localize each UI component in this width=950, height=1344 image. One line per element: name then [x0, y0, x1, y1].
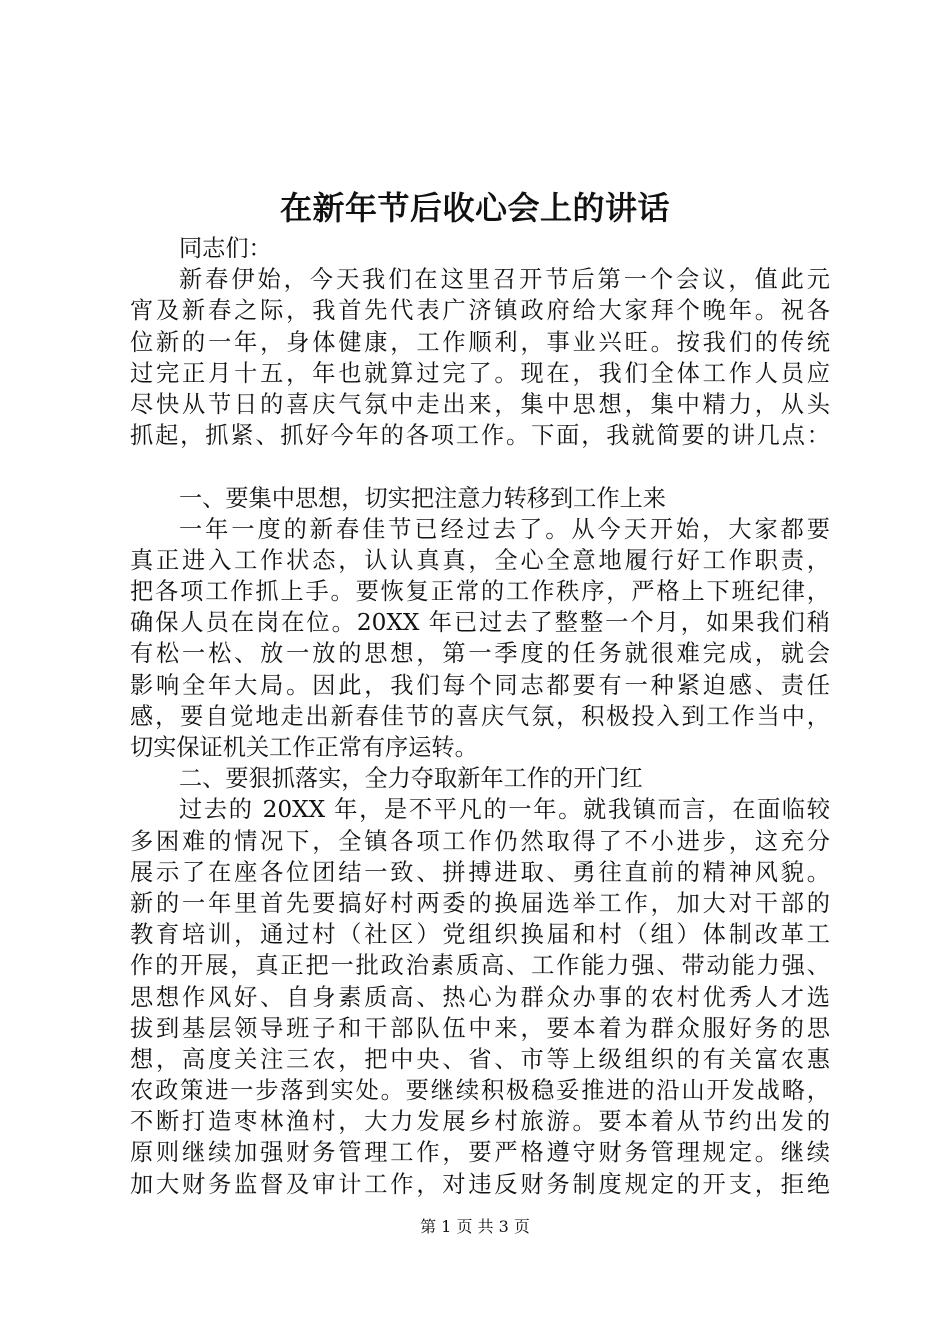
paragraph-line: 新的一年里首先要搞好村两委的换届选举工作，加大对干部的: [130, 889, 830, 917]
paragraph-line: 拔到基层领导班子和干部队伍中来，要本着为群众服好务的思: [130, 1014, 830, 1042]
blank-line: [130, 451, 830, 482]
paragraph-line: 影响全年大局。因此，我们每个同志都要有一种紧迫感、责任: [130, 671, 830, 699]
paragraph-line: 作的开展，真正把一批政治素质高、工作能力强、带动能力强、: [130, 952, 830, 980]
paragraph-line: 过完正月十五，年也就算过完了。现在，我们全体工作人员应: [130, 359, 830, 387]
paragraph-line: 过去的 20XX 年，是不平凡的一年。就我镇而言，在面临较: [179, 796, 830, 824]
page-title: 在新年节后收心会上的讲话: [279, 189, 670, 227]
paragraph-line: 抓起，抓紧、抓好今年的各项工作。下面，我就简要的讲几点：: [130, 422, 830, 450]
paragraph-line: 不断打造枣林渔村，大力发展乡村旅游。要本着从节约出发的: [130, 1108, 830, 1136]
section-heading: 一、要集中思想，切实把注意力转移到工作上来: [179, 484, 666, 512]
paragraph-line: 尽快从节日的喜庆气氛中走出来，集中思想，集中精力，从头: [130, 390, 830, 418]
paragraph-line: 位新的一年，身体健康，工作顺利，事业兴旺。按我们的传统: [130, 328, 830, 356]
paragraph-line: 感，要自觉地走出新春佳节的喜庆气氛，积极投入到工作当中，: [130, 702, 830, 730]
paragraph-line: 一年一度的新春佳节已经过去了。从今天开始，大家都要: [179, 515, 830, 543]
paragraph-line: 宵及新春之际，我首先代表广济镇政府给大家拜个晚年。祝各: [130, 297, 830, 325]
paragraph-line: 加大财务监督及审计工作，对违反财务制度规定的开支，拒绝: [130, 1170, 830, 1198]
salutation: 同志们：: [179, 235, 272, 262]
paragraph-line: 原则继续加强财务管理工作，要严格遵守财务管理规定。继续: [130, 1139, 830, 1167]
paragraph-line: 想，高度关注三农，把中央、省、市等上级组织的有关富农惠: [130, 1045, 830, 1073]
paragraph-line: 确保人员在岗在位。20XX 年已过去了整整一个月，如果我们稍: [130, 609, 830, 637]
document-body: [130, 233, 830, 1200]
paragraph-line: 有松一松、放一放的思想，第一季度的任务就很难完成，就会: [130, 640, 830, 668]
paragraph-line: 思想作风好、自身素质高、热心为群众办事的农村优秀人才选: [130, 983, 830, 1011]
paragraph-line: 展示了在座各位团结一致、拼搏进取、勇往直前的精神风貌。: [130, 858, 830, 886]
paragraph-line: 真正进入工作状态，认认真真，全心全意地履行好工作职责，: [130, 546, 830, 574]
page-number: 第 1 页 共 3 页: [420, 1217, 530, 1236]
section-heading: 二、要狠抓落实，全力夺取新年工作的开门红: [179, 765, 643, 793]
paragraph-line: 农政策进一步落到实处。要继续积极稳妥推进的沿山开发战略，: [130, 1077, 830, 1105]
paragraph-line: 教育培训，通过村（社区）党组织换届和村（组）体制改革工: [130, 921, 830, 949]
paragraph-line: 切实保证机关工作正常有序运转。: [130, 734, 478, 761]
paragraph-line: 新春伊始，今天我们在这里召开节后第一个会议，值此元: [179, 266, 830, 294]
paragraph-line: 多困难的情况下，全镇各项工作仍然取得了不小进步，这充分: [130, 827, 830, 855]
paragraph-line: 把各项工作抓上手。要恢复正常的工作秩序，严格上下班纪律，: [130, 578, 830, 606]
